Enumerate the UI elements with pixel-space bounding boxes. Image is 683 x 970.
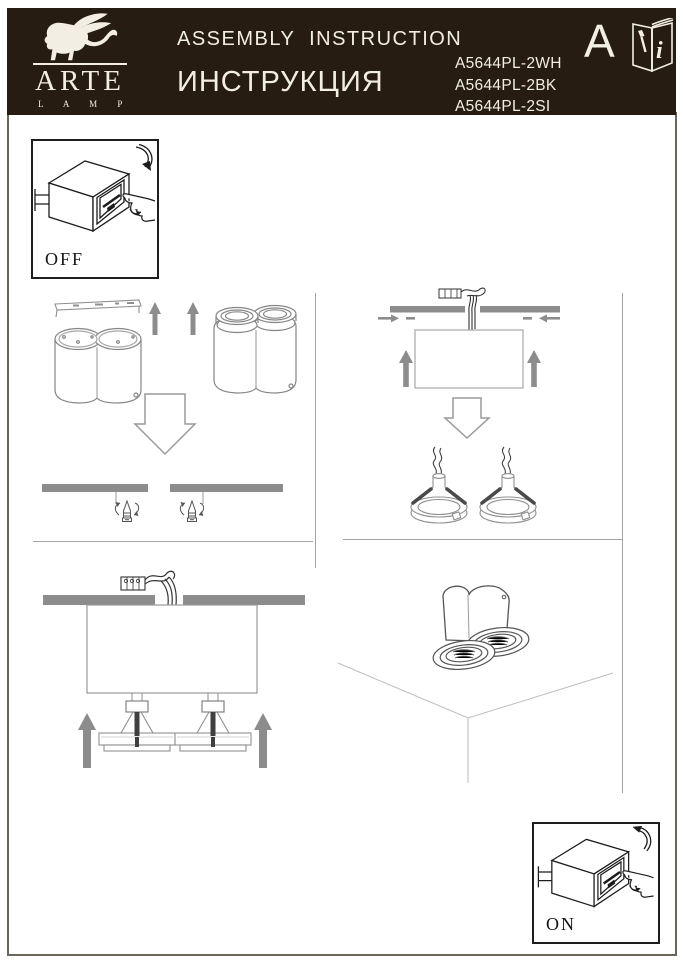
leader-line	[116, 492, 203, 504]
winged-lion-icon	[36, 12, 124, 62]
downlight-module-icon	[480, 447, 536, 523]
title-russian: ИНСТРУКЦИЯ	[177, 66, 384, 98]
up-arrow-icon	[78, 713, 96, 768]
column-divider	[315, 293, 316, 568]
product-code-list	[455, 53, 562, 118]
spot-lamp-icon	[99, 693, 175, 751]
ceiling-slab-icon	[42, 484, 148, 492]
canopy-box-icon	[415, 330, 523, 388]
screwdriver-icon	[638, 30, 646, 52]
assembled-lamp-diagram	[330, 580, 622, 795]
wire-connector-icon	[121, 577, 145, 590]
lamp-housing-icon	[55, 329, 141, 404]
big-down-arrow-icon	[445, 398, 489, 438]
off-label: OFF	[45, 249, 85, 269]
ceiling-slab-icon	[480, 306, 560, 313]
step-insert-lamps-diagram	[35, 565, 315, 780]
arte-lamp-logo	[32, 12, 132, 109]
row-divider	[33, 541, 313, 542]
flip-down-arrow-icon	[136, 145, 152, 172]
ceiling-slab-icon	[170, 484, 283, 492]
up-arrow-icon	[187, 302, 199, 335]
brand-subtitle: L A M P	[38, 99, 132, 109]
column-divider	[622, 293, 623, 793]
up-arrow-icon	[149, 302, 161, 335]
product-code: A5644PL-2WH	[455, 55, 562, 72]
up-arrow-icon	[399, 350, 413, 387]
ceiling-corner-lines	[338, 663, 613, 783]
power-on-step-box	[532, 822, 660, 944]
info-letter: i	[656, 38, 663, 64]
big-down-arrow-icon	[135, 394, 195, 454]
ceiling-slab-icon	[183, 595, 305, 605]
brand-name: ARTE	[35, 65, 125, 97]
power-off-step-box	[31, 139, 159, 279]
downlight-module-icon	[411, 447, 467, 523]
manual-booklet-icon	[628, 18, 676, 76]
flip-up-arrow-icon	[632, 826, 650, 851]
mounting-bracket-icon	[55, 300, 141, 317]
up-arrow-icon	[527, 350, 541, 387]
title-english: ASSEMBLY INSTRUCTION	[177, 28, 463, 50]
wall-switch-on-icon	[534, 824, 658, 920]
wire-connector-icon	[439, 289, 461, 298]
on-label: ON	[546, 914, 576, 934]
up-arrow-icon	[254, 713, 272, 768]
ceiling-slab-icon	[43, 595, 155, 605]
step-fix-screws-diagram	[33, 478, 303, 530]
screw-icon	[115, 501, 138, 522]
category-letter: A	[584, 15, 615, 67]
assembled-lamp-icon	[432, 586, 531, 673]
product-code: A5644PL-2BK	[455, 76, 557, 94]
spot-lamp-icon	[175, 693, 251, 751]
wall-switch-off-icon	[33, 141, 157, 251]
step-mount-canopy-diagram	[375, 286, 575, 441]
canopy-box-icon	[87, 605, 257, 693]
ceiling-slab-icon	[390, 306, 465, 313]
header-band	[7, 8, 676, 115]
screw-icon	[180, 501, 203, 522]
product-code: A5644PL-2SI	[455, 98, 551, 115]
lamp-with-spots-icon	[214, 306, 296, 394]
lamp-modules-diagram	[395, 445, 555, 540]
step-attach-bracket-diagram	[33, 290, 303, 460]
